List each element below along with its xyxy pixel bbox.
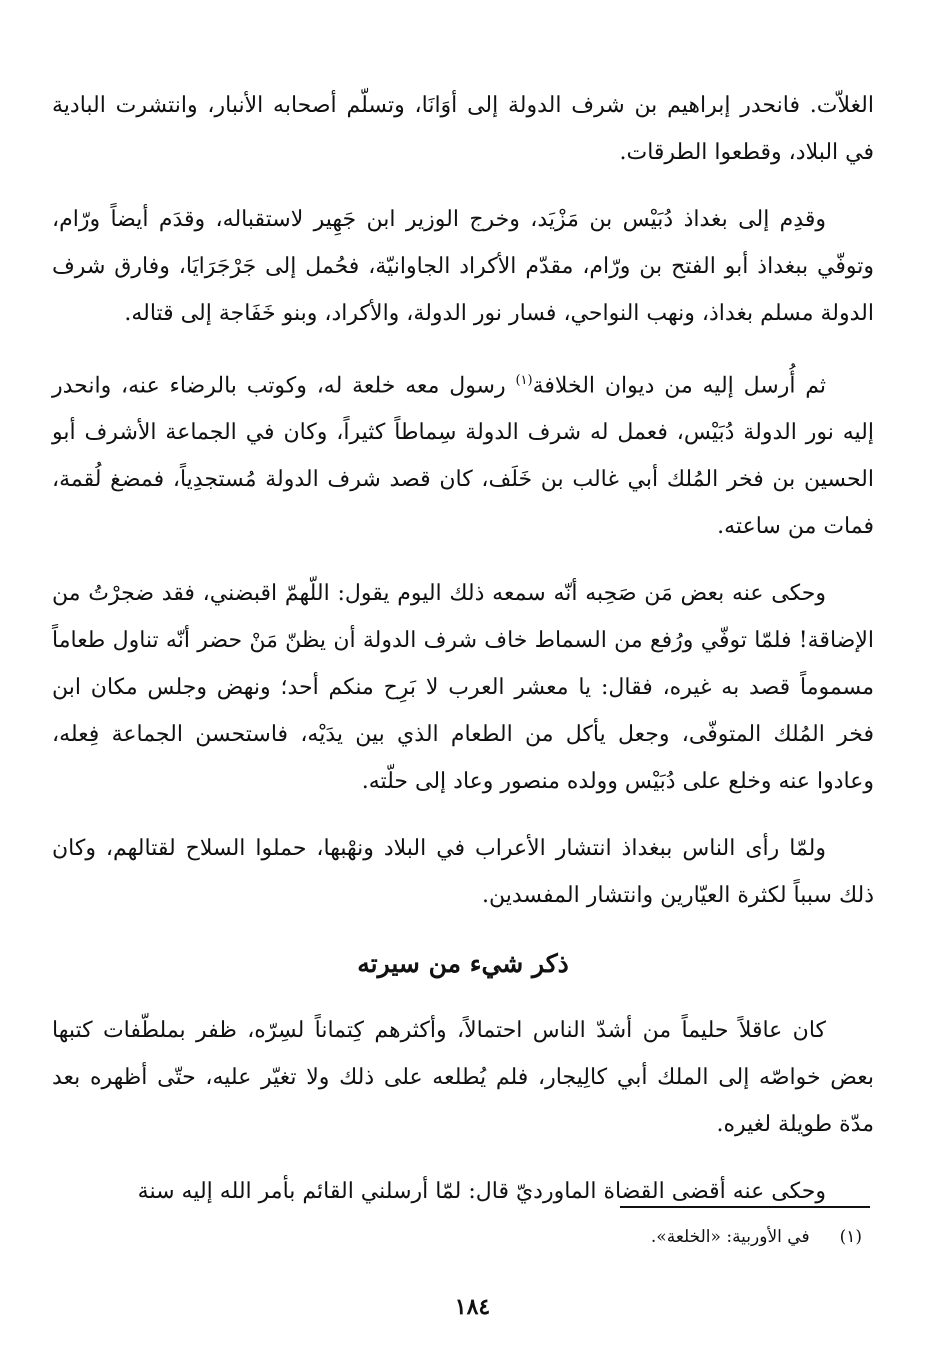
footnote-number: (١) [839,1227,862,1247]
section-heading: ذكر شيء من سيرته [357,949,569,979]
footnote-divider [620,1206,870,1208]
paragraph-2: وقدِم إلى بغداذ دُبَيْس بن مَزْيَد، وخرج الوزير ابن جَهِير لاستقباله، وقدَم أيضاً ورّام، وتوفّي ببغداذ أبو الفتح بن ورّام، مقدّم الأكراد الجاوانيّة، فحُمل إلى جَرْجَرَايَا، وفارق شرف الدولة مسلم بغداذ، ونهب النواحي، فسار نور الدولة، والأكراد، وبنو خَفَاجة إلى قتاله. [52,207,874,326]
footnote [400,1222,862,1252]
paragraph-3 [52,357,874,550]
paragraph-5: ولمّا رأى الناس ببغداذ انتشار الأعراب في البلاد ونهْبها، حملوا السلاح لقتالهم، وكان ذلك سبباً لكثرة العيّارين وانتشار المفسدين. [52,836,874,909]
paragraph-7: وحكى عنه أقضى القضاة الماورديّ قال: لمّا أرسلني القائم بأمر الله إليه سنة [137,1179,826,1205]
paragraph-4: وحكى عنه بعض مَن صَحِبه أنّه سمعه ذلك اليوم يقول: اللّهمّ اقبضني، فقد ضجرْتُ من الإضاقة! فلمّا توفّي ورُفع من السماط خاف شرف الدولة أن يظنّ مَنْ حضر أنّه تناول طعاماً مسموماً قصد به غيره، فقال: يا معشر العرب لا بَرِح منكم أحد؛ ونهض وجلس مكان ابن فخر المُلك المتوفّى، وجعل يأكل من الطعام الذي بين يدَيْه، فاستحسن الجماعة فِعله، وعادوا عنه وخلع على دُبَيْس وولده منصور وعاد إلى حلّته. [52,581,874,795]
paragraph-6: كان عاقلاً حليماً من أشدّ الناس احتمالاً، وأكثرهم كِتماناً لسِرّه، ظفر بملطّفات كتبها بعض خواصّه إلى الملك أبي كالِيجار، فلم يُطلعه على ذلك ولا تغيّر عليه، حتّى أظهره بعد مدّة طويلة لغيره. [52,1018,874,1138]
footnote-marker: (١) [515,373,533,388]
footnote-text: في الأوربية: «الخلعة». [650,1227,810,1247]
paragraph-1: الغلاّت. فانحدر إبراهيم بن شرف الدولة إلى أوَانَا، وتسلّم أصحابه الأنبار، وانتشرت البادية في البلاد، وقطعوا الطرقات. [52,93,874,165]
page-number: ١٨٤ [454,1294,491,1320]
paragraph-3-start: ثم أُرسل إليه من ديوان الخلافة [532,373,826,399]
main-text [52,82,874,1235]
paragraph-3-rest: رسول معه خلعة له، وكوتب بالرضاء عنه، وانحدر إليه نور الدولة دُبَيْس، فعمل له شرف الدولة سِماطاً كثيراً، وكان في الجماعة الأشرف أبو الحسين بن فخر المُلك أبي غالب بن خَلَف، كان قصد شرف الدولة مُستجدِياً، فمضغ لُقمة، فمات من ساعته. [52,373,874,540]
